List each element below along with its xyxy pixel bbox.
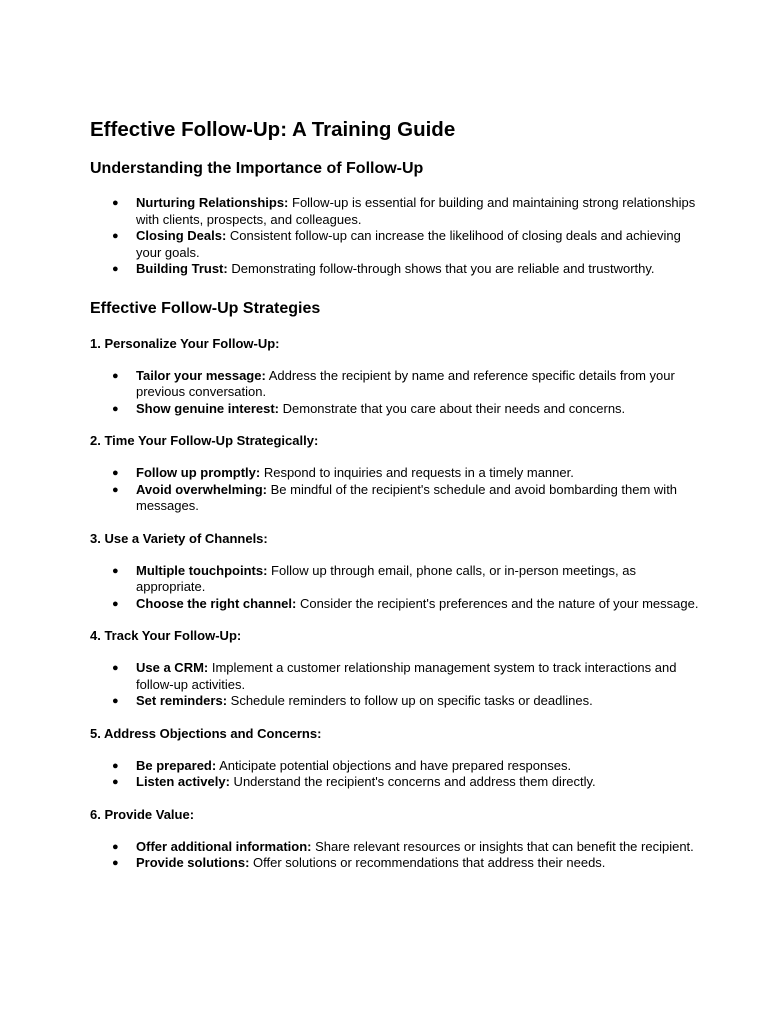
intro-list bbox=[90, 195, 708, 278]
item-term: Building Trust: bbox=[136, 261, 228, 276]
item-text: Consider the recipient's preferences and the nature of your message. bbox=[296, 595, 699, 611]
bullet-icon: ● bbox=[112, 230, 119, 242]
strategy-heading: 5. Address Objections and Concerns: bbox=[90, 725, 322, 741]
list-item bbox=[90, 693, 708, 710]
item-text: Address the recipient by name and reference specific details from your previous conversation. bbox=[136, 367, 675, 399]
item-text: Follow up through email, phone calls, or in-person meetings, as appropriate. bbox=[136, 562, 636, 594]
item-text: Respond to inquiries and requests in a timely manner. bbox=[260, 465, 574, 480]
item-text: Be mindful of the recipient's schedule and avoid bombarding them with messages. bbox=[136, 481, 678, 513]
list-item bbox=[90, 774, 708, 791]
list-item bbox=[90, 195, 708, 228]
strategies-heading: Effective Follow-Up Strategies bbox=[90, 299, 321, 317]
intro-heading: Understanding the Importance of Follow-Up bbox=[90, 160, 424, 177]
strategy-list bbox=[90, 465, 708, 515]
bullet-icon: ● bbox=[112, 840, 119, 853]
bullet-icon: ● bbox=[112, 759, 119, 772]
bullet-icon: ● bbox=[112, 695, 119, 707]
item-text: Follow-up is essential for building and maintaining strong relationships with clients, prospects, and colleagues. bbox=[136, 195, 696, 227]
item-term: Listen actively: bbox=[136, 774, 230, 789]
item-text: Implement a customer relationship management system to track interactions and follow-up activities. bbox=[136, 660, 677, 692]
item-term: Be prepared: bbox=[136, 757, 217, 773]
strategy-section-3 bbox=[90, 530, 708, 613]
list-item bbox=[90, 660, 708, 693]
item-text: Demonstrate that you care about their needs and concerns. bbox=[279, 400, 626, 416]
list-item bbox=[90, 228, 708, 261]
strategy-section-1 bbox=[90, 335, 708, 418]
strategy-heading: 6. Provide Value: bbox=[90, 806, 195, 822]
strategy-heading: 3. Use a Variety of Channels: bbox=[90, 530, 268, 546]
bullet-icon: ● bbox=[112, 597, 119, 610]
list-item bbox=[90, 401, 708, 418]
bullet-icon: ● bbox=[112, 197, 119, 209]
list-item bbox=[90, 482, 708, 515]
strategy-heading: 4. Track Your Follow-Up: bbox=[90, 628, 242, 643]
bullet-icon: ● bbox=[112, 263, 119, 275]
item-text: Consistent follow-up can increase the likelihood of closing deals and achieving your goals. bbox=[136, 228, 681, 260]
bullet-icon: ● bbox=[112, 776, 119, 788]
item-term: Show genuine interest: bbox=[136, 400, 280, 416]
item-term: Use a CRM: bbox=[136, 660, 209, 675]
list-item bbox=[90, 596, 708, 613]
strategy-list bbox=[90, 758, 708, 791]
strategy-list bbox=[90, 563, 708, 613]
item-term: Tailor your message: bbox=[136, 367, 266, 383]
item-term: Set reminders: bbox=[136, 693, 228, 708]
item-term: Avoid overwhelming: bbox=[136, 481, 267, 497]
strategy-section-2 bbox=[90, 432, 708, 515]
strategy-section-5 bbox=[90, 725, 708, 791]
list-item bbox=[90, 465, 708, 482]
item-term: Offer additional information: bbox=[136, 838, 312, 854]
strategy-section-6 bbox=[90, 806, 708, 872]
strategy-section-4 bbox=[90, 627, 708, 710]
bullet-icon: ● bbox=[112, 467, 119, 479]
list-item bbox=[90, 839, 708, 856]
item-text: Schedule reminders to follow up on specific tasks or deadlines. bbox=[227, 693, 593, 708]
list-item bbox=[90, 261, 708, 278]
item-text: Offer solutions or recommendations that address their needs. bbox=[249, 855, 606, 870]
bullet-icon: ● bbox=[112, 662, 119, 674]
strategy-list bbox=[90, 368, 708, 418]
item-text: Demonstrating follow-through shows that you are reliable and trustworthy. bbox=[227, 261, 655, 276]
item-text: Understand the recipient's concerns and address them directly. bbox=[229, 774, 596, 789]
item-term: Follow up promptly: bbox=[136, 465, 261, 480]
strategy-list bbox=[90, 660, 708, 710]
item-term: Closing Deals: bbox=[136, 228, 227, 243]
item-term: Multiple touchpoints: bbox=[136, 562, 268, 578]
strategy-heading: 2. Time Your Follow-Up Strategically: bbox=[90, 433, 319, 448]
item-text: Anticipate potential objections and have prepared responses. bbox=[216, 757, 572, 773]
bullet-icon: ● bbox=[112, 564, 119, 577]
strategy-heading: 1. Personalize Your Follow-Up: bbox=[90, 335, 280, 351]
item-text: Share relevant resources or insights that can benefit the recipient. bbox=[311, 838, 694, 854]
list-item bbox=[90, 368, 708, 401]
list-item bbox=[90, 758, 708, 775]
bullet-icon: ● bbox=[112, 402, 119, 415]
document-title: Effective Follow-Up: A Training Guide bbox=[90, 118, 456, 141]
strategy-list bbox=[90, 839, 708, 872]
bullet-icon: ● bbox=[112, 857, 119, 869]
bullet-icon: ● bbox=[112, 483, 119, 496]
list-item bbox=[90, 855, 708, 872]
bullet-icon: ● bbox=[112, 369, 119, 382]
item-term: Nurturing Relationships: bbox=[136, 195, 289, 210]
item-term: Provide solutions: bbox=[136, 855, 250, 870]
list-item bbox=[90, 563, 708, 596]
item-term: Choose the right channel: bbox=[136, 595, 297, 611]
